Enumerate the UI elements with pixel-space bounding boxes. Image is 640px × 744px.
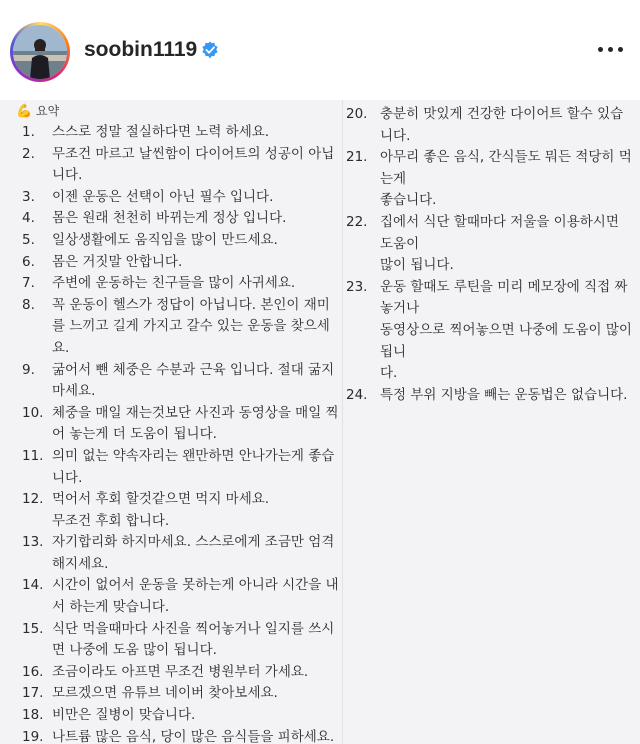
list-item [22,532,340,575]
list-item [22,489,340,532]
item-text-line: 굶어서 뺀 체중은 수분과 근육 입니다. 절대 굶지 [52,361,335,378]
item-number: 21. [346,149,368,166]
item-text [52,683,340,705]
note-list-left [22,122,340,744]
item-text-line: 동영상으로 찍어놓으면 나중에 도움이 많이 됩니 [380,321,632,360]
item-number: 4. [22,210,35,227]
item-number: 10. [22,404,44,421]
list-item [22,252,340,274]
list-item [346,385,636,407]
avatar-photo-icon [13,25,67,79]
item-text-line: 해지세요. [52,555,109,572]
item-number: 12. [22,491,44,508]
more-dot-icon [618,47,623,52]
item-text-line: 모르겠으면 유튜브 네이버 찾아보세요. [52,685,278,702]
verified-badge-icon [201,41,219,59]
list-item [22,122,340,144]
item-number: 8. [22,296,35,313]
item-text-line: 자기합리화 하지마세요. 스스로에게 조금만 엄격 [52,534,335,551]
item-number: 2. [22,145,35,162]
item-text [380,212,636,277]
list-item [22,208,340,230]
item-text [52,619,340,662]
item-text-line: 이젠 운동은 선택이 아닌 필수 입니다. [52,188,274,205]
item-text-line: 의미 없는 약속자리는 왠만하면 안나가는게 좋습 [52,447,335,464]
more-dot-icon [608,47,613,52]
more-dot-icon [598,47,603,52]
item-text-line: 비만은 질병이 맞습니다. [52,707,196,724]
item-text-line: 시간이 없어서 운동을 못하는게 아니라 시간을 내 [52,577,339,594]
list-item [22,295,340,360]
item-text [52,230,340,252]
item-text-line: 몸은 원래 천천히 바뀌는게 정상 입니다. [52,210,287,227]
item-text-line: 요. [52,339,70,356]
item-text [52,575,340,618]
post-header [0,0,640,100]
flexed-biceps-icon: 💪 [16,104,33,119]
list-item [22,230,340,252]
list-item [22,144,340,187]
item-text-line: 다. [380,365,398,382]
more-options-icon[interactable] [596,44,626,56]
item-text-line: 주변에 운동하는 친구들을 많이 사귀세요. [52,275,296,292]
item-text [52,252,340,274]
item-text [52,208,340,230]
item-text-line: 일상생활에도 움직임을 많이 만드세요. [52,231,278,248]
item-number: 3. [22,188,35,205]
item-number: 16. [22,663,44,680]
item-number: 18. [22,707,44,724]
item-number: 11. [22,447,44,464]
list-item [22,187,340,209]
story-ring[interactable] [10,22,70,82]
item-number: 23. [346,278,368,295]
item-text [52,403,340,446]
list-item [22,727,340,744]
item-text-line: 꼭 운동이 헬스가 정답이 아닙니다. 본인이 재미 [52,296,330,313]
item-text-line: 집에서 식단 할때마다 저울을 이용하시면 도움이 [380,213,619,252]
item-number: 7. [22,275,35,292]
note-column-left [16,100,340,744]
item-text [380,277,636,385]
item-text [52,705,340,727]
post-image[interactable] [0,100,640,744]
item-text-line: 좋습니다. [380,192,437,209]
item-text [380,104,636,147]
list-item [22,273,340,295]
item-text [52,662,340,684]
item-text-line: 아무리 좋은 음식, 간식들도 뭐든 적당히 먹는게 [380,149,632,187]
item-text-line: 몸은 거짓말 안합니다. [52,253,183,270]
list-item [22,446,340,489]
item-number: 22. [346,213,368,230]
item-text-line: 조금이라도 아프면 무조건 병원부터 가세요. [52,663,309,680]
item-text [52,187,340,209]
item-number: 19. [22,728,44,744]
list-item [346,277,636,385]
list-item [22,619,340,662]
note-title-text: 요약 [36,104,60,118]
username-link[interactable]: soobin1119 [84,38,198,61]
item-text-line: 무조건 후회 합니다. [52,512,170,529]
item-text-line: 니다. [52,167,83,184]
item-text-line: 식단 먹을때마다 사진을 찍어놓거나 일지를 쓰시 [52,620,335,637]
item-number: 15. [22,620,44,637]
item-text [52,446,340,489]
item-text-line: 무조건 마르고 날씬함이 다이어트의 성공이 아닙 [52,145,335,162]
item-text-line: 먹어서 후회 할것같으면 먹지 마세요. [52,491,270,508]
item-text [52,727,340,744]
note-column-right [346,104,636,406]
item-text [52,295,340,360]
item-text-line: 서 하는게 맞습니다. [52,599,170,616]
item-text [380,385,636,407]
item-text [52,144,340,187]
item-text-line: 특정 부위 지방을 빼는 운동법은 없습니다. [380,386,628,403]
avatar[interactable] [13,25,67,79]
item-text-line: 마세요. [52,383,96,400]
list-item [22,662,340,684]
item-text-line: 스스로 정말 절실하다면 노력 하세요. [52,124,270,140]
item-text [52,532,340,575]
item-text-line: 충분히 맛있게 건강한 다이어트 할수 있습니다. [380,106,624,144]
item-text [380,147,636,212]
item-text-line: 많이 됩니다. [380,257,454,274]
item-number: 24. [346,386,368,403]
item-text [52,122,340,144]
item-text-line: 어 놓는게 더 도움이 됩니다. [52,426,217,443]
item-number: 1. [22,124,35,140]
item-text [52,489,340,532]
list-item [22,360,340,403]
list-item [22,705,340,727]
item-text-line: 체중을 매일 재는것보단 사진과 동영상을 매일 찍 [52,404,339,421]
item-number: 14. [22,577,44,594]
item-number: 6. [22,253,35,270]
list-item [346,147,636,212]
item-number: 5. [22,231,35,248]
item-text-line: 를 느끼고 길게 가지고 갈수 있는 운동을 찾으세 [52,318,330,335]
item-text [52,273,340,295]
list-item [346,212,636,277]
item-number: 20. [346,106,368,122]
column-divider [342,100,343,744]
item-number: 13. [22,534,44,551]
note-list-right [346,104,636,406]
list-item [22,575,340,618]
item-text-line: 운동 할때도 루틴을 미리 메모장에 직접 짜놓거나 [380,278,628,317]
item-number: 17. [22,685,44,702]
list-item [22,403,340,446]
note-title [16,100,340,122]
list-item [22,683,340,705]
item-text-line: 니다. [52,469,83,486]
item-number: 9. [22,361,35,378]
item-text-line: 나트륨 많은 음식, 당이 많은 음식들을 피하세요. [52,728,335,744]
item-text-line: 면 나중에 도움 많이 됩니다. [52,642,217,659]
item-text [52,360,340,403]
list-item [346,104,636,147]
